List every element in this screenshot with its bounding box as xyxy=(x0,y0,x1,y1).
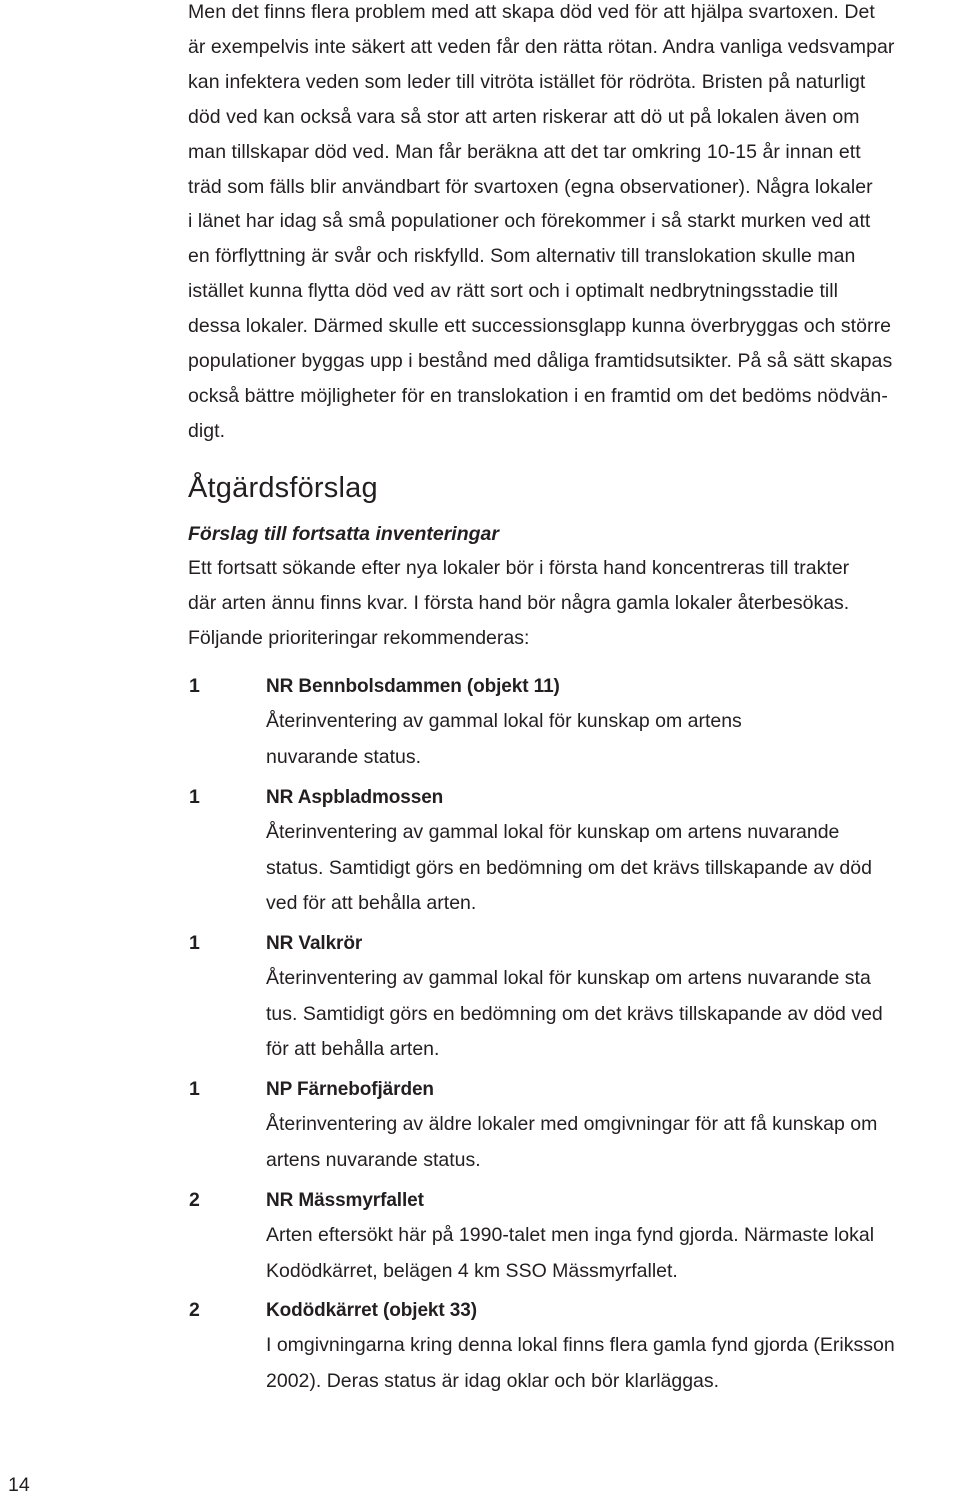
priority-number: 2 xyxy=(189,1189,200,1211)
priority-line: Återinventering av gammal lokal för kunskap om artens nuvarande sta xyxy=(266,967,871,989)
priority-line: för att behålla arten. xyxy=(266,1038,440,1060)
intro-line: en förflyttning är svår och riskfylld. Som alternativ till translokation skulle man xyxy=(188,245,856,268)
priority-description xyxy=(266,1218,956,1289)
priority-line: nuvarande status. xyxy=(266,745,422,768)
intro-line: man tillskapar död ved. Man får beräkna att det tar omkring 10-15 år innan ett xyxy=(188,140,861,163)
intro-line: är exempelvis inte säkert att veden får den rätta rötan. Andra vanliga vedsvampar xyxy=(188,35,895,58)
priority-title: NR Mässmyrfallet xyxy=(266,1190,424,1211)
intro-line: död ved kan också vara så stor att arten riskerar att dö ut på lokalen även om xyxy=(188,105,860,128)
priority-line: I omgivningarna kring denna lokal finns flera gamla fynd gjorda (Eriksson xyxy=(266,1334,895,1356)
priority-line: Kodödkärret, belägen 4 km SSO Mässmyrfallet. xyxy=(266,1259,678,1282)
priority-title: NR Valkrör xyxy=(266,933,363,954)
priority-line: artens nuvarande status. xyxy=(266,1148,481,1171)
intro-line: istället kunna flytta död ved av rätt sort och i optimalt nedbrytningsstadie till xyxy=(188,280,839,303)
section-subheading: Förslag till fortsatta inventeringar xyxy=(188,523,499,545)
priority-line: 2002). Deras status är idag oklar och bör klarläggas. xyxy=(266,1369,720,1392)
intro-line: också bättre möjligheter för en translokation i en framtid om det bedöms nödvän- xyxy=(188,384,888,407)
priority-description xyxy=(266,815,956,922)
priority-number: 1 xyxy=(189,1078,200,1100)
priority-line: Återinventering av gammal lokal för kunskap om artens xyxy=(266,710,742,732)
lead-line: där arten ännu finns kvar. I första hand bör några gamla lokaler återbesökas. xyxy=(188,592,850,614)
priority-description xyxy=(266,1107,956,1178)
priority-title: NP Färnebofjärden xyxy=(266,1079,434,1100)
intro-line: kan infektera veden som leder till vitröta istället för rödröta. Bristen på naturligt xyxy=(188,70,866,93)
priority-line: status. Samtidigt görs en bedömning om det krävs tillskapande av död xyxy=(266,856,872,879)
intro-line: digt. xyxy=(188,419,226,442)
priority-line: Arten eftersökt här på 1990-talet men inga fynd gjorda. Närmaste lokal xyxy=(266,1224,875,1246)
intro-line: dessa lokaler. Därmed skulle ett successionsglapp kunna överbryggas och större xyxy=(188,315,892,338)
page-number: 14 xyxy=(8,1474,30,1496)
intro-line: i länet har idag så små populationer och förekommer i så starkt murken ved att xyxy=(188,210,871,233)
section-heading: Åtgärdsförslag xyxy=(188,472,378,504)
intro-line: träd som fälls blir användbart för svartoxen (egna observationer). Några lokaler xyxy=(188,175,873,198)
intro-line: populationer byggas upp i bestånd med dåliga framtidsutsikter. På så sätt skapas xyxy=(188,350,893,373)
priority-description xyxy=(266,1328,956,1399)
intro-line: Men det finns flera problem med att skapa död ved för att hjälpa svartoxen. Det xyxy=(188,1,875,23)
priority-number: 1 xyxy=(189,786,200,808)
priority-description xyxy=(266,704,956,775)
lead-paragraph xyxy=(188,551,956,656)
priority-title: Kodödkärret (objekt 33) xyxy=(266,1300,477,1321)
priority-line: tus. Samtidigt görs en bedömning om det krävs tillskapande av död ved xyxy=(266,1002,883,1025)
priority-number: 1 xyxy=(189,932,200,954)
priority-title: NR Bennbolsdammen (objekt 11) xyxy=(266,676,560,697)
priority-number: 1 xyxy=(189,675,200,697)
priority-line: Återinventering av gammal lokal för kunskap om artens nuvarande xyxy=(266,821,840,843)
priority-number: 2 xyxy=(189,1299,200,1321)
lead-line: Följande prioriteringar rekommenderas: xyxy=(188,627,530,649)
lead-line: Ett fortsatt sökande efter nya lokaler bör i första hand koncentreras till trakter xyxy=(188,557,850,579)
priority-description xyxy=(266,961,956,1068)
priority-line: ved för att behålla arten. xyxy=(266,892,477,914)
priority-line: Återinventering av äldre lokaler med omgivningar för att få kunskap om xyxy=(266,1113,878,1135)
intro-paragraph xyxy=(188,0,956,449)
priority-title: NR Aspbladmossen xyxy=(266,787,444,808)
